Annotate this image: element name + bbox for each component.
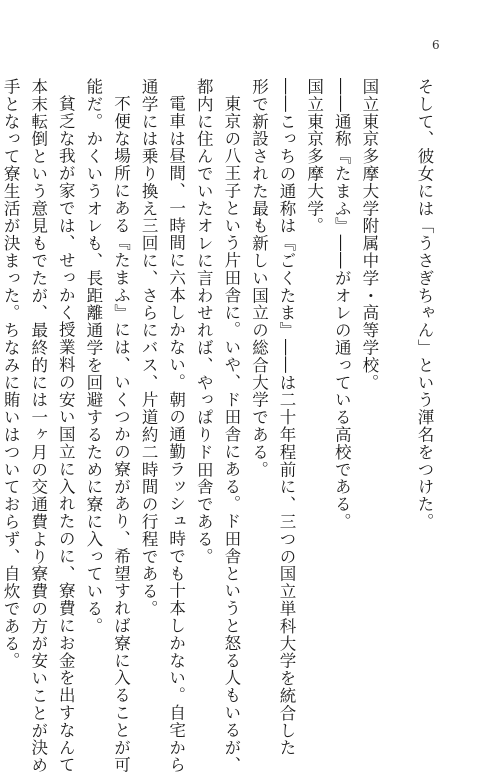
text-line: ――こっちの通称は『ごくたま』――は二十年程前に、三つの国立単科大学を統合した [277,78,297,757]
text-line: 貧乏な我が家では、せっかく授業料の安い国立に入れたのに、寮費にお金を出すなんて [56,94,76,774]
text-line: 不便な場所にある『たまふ』には、いくつかの寮があり、希望すれば寮に入ることが可 [111,94,131,774]
page-number: 6 [432,38,440,52]
text-line: 能だ。かくいうオレも、長距離通学を回避するために寮に入っている。 [83,78,103,635]
blank-line [383,78,411,678]
text-line: 手となって寮生活が決まった。ちなみに賄いはついておらず、自炊である。 [1,78,21,670]
text-line: 通学には乗り換え三回に、さらにバス、片道約二時間の行程である。 [139,78,159,618]
text-line: 国立東京多摩大学附属中学・高等学校。 [359,78,379,392]
text-line: 国立東京多摩大学。 [304,78,324,235]
text-line: 都内に住んでいたオレに言わせれば、やっぱりド田舎である。 [194,78,214,566]
text-line: 形で新設された最も新しい国立の総合大学である。 [249,78,269,479]
text-line: 東京の八王子という片田舎に。いや、ド田舎にある。ド田舎というと怒る人もいるが、 [221,94,241,774]
text-line: 本末転倒という意見もでたが、最終的には一ヶ月の交通費より寮費の方が安いことが決め [28,78,48,774]
text-line: そして、彼女には「うさぎちゃん」という渾名をつけた。 [415,78,434,531]
text-line: ――通称『たまふ』――がオレの通っている高校である。 [332,78,352,531]
body-text [0,78,438,774]
text-line: 電車は昼間、一時間に六本しかない。朝の通勤ラッシュ時でも十本しかない。自宅から [166,94,186,774]
